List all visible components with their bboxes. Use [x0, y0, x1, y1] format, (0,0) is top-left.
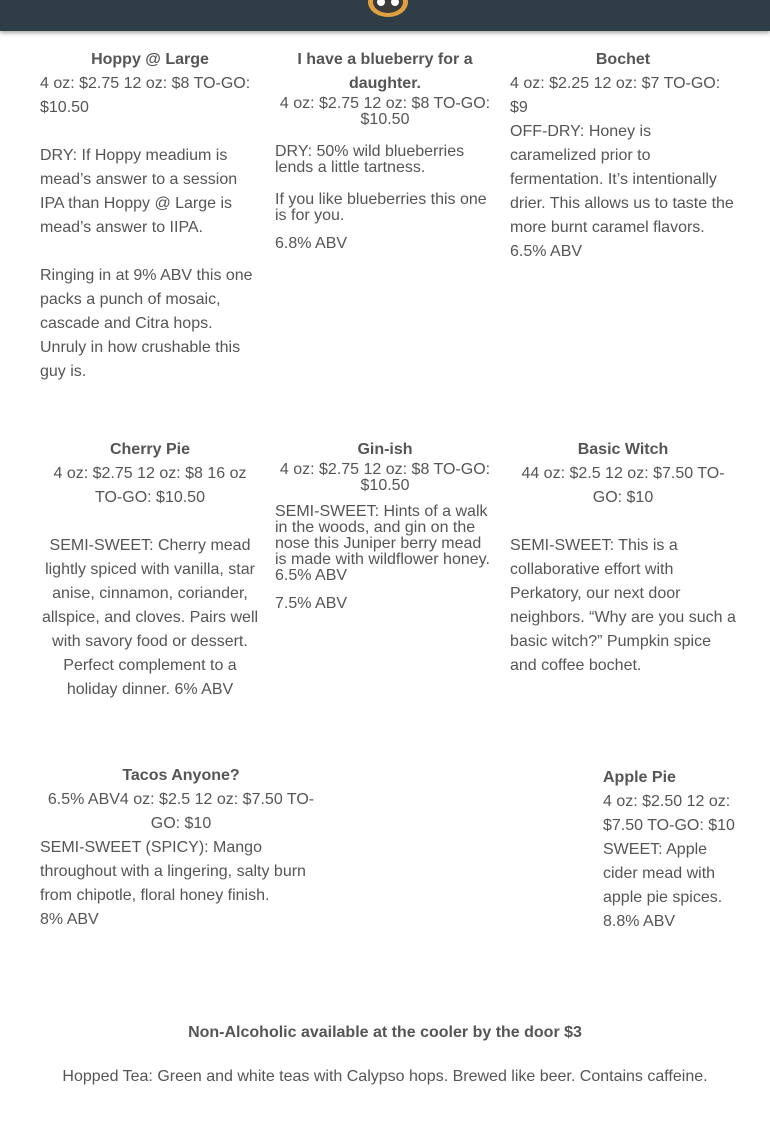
- item-description: DRY: 50% wild blueberries lends a little tartness.: [275, 143, 465, 176]
- item-title: Gin-ish: [357, 441, 413, 458]
- item-description: SEMI-SWEET: Cherry mead lightly spiced with vanilla, star anise, cinnamon, coriander, allspice, and cloves. Pairs well with savory food or dessert. Perfect complement to a holiday dinner. 6% ABV: [41, 537, 259, 698]
- menu-item-tacos-anyone: [40, 764, 322, 932]
- menu-item-basic-witch: [510, 438, 736, 678]
- item-prices: 4 oz: $2.50 12 oz: $7.50 TO-GO: $10: [603, 793, 735, 834]
- item-description: SEMI-SWEET: This is a collaborative effort with Perkatory, our next door neighbors. “Why are you such a basic witch?” Pumpkin spice and coffee bochet.: [510, 537, 736, 674]
- hopped-tea-description: Hopped Tea: Green and white teas with Calypso hops. Brewed like beer. Contains caffeine.: [62, 1068, 708, 1085]
- item-description: SWEET: Apple cider mead with apple pie spices.: [603, 841, 723, 906]
- item-description: SEMI-SWEET (SPICY): Mango throughout with a lingering, salty burn from chipotle, floral honey finish.: [40, 839, 306, 904]
- item-prices: 4 oz: $2.75 12 oz: $8 16 oz TO-GO: $10.50: [53, 465, 247, 506]
- item-title: I have a blueberry for a daughter.: [297, 51, 473, 92]
- menu-item-blueberry: [275, 48, 495, 256]
- item-title: Bochet: [595, 51, 651, 68]
- menu-item-cherry-pie: [40, 438, 260, 702]
- top-navigation-bar: [0, 0, 770, 31]
- item-description: SEMI-SWEET: Hints of a walk in the woods, and gin on the nose this Juniper berry mead is made with wildflower honey. 6.5% ABV: [275, 503, 490, 584]
- item-prices: 4 oz: $2.75 12 oz: $8 TO-GO: $10.50: [279, 461, 491, 494]
- item-prices: 4 oz: $2.75 12 oz: $8 TO-GO: $10.50: [40, 75, 251, 116]
- item-description: OFF-DRY: Honey is caramelized prior to fermentation. It’s intentionally drier. This allows us to taste the more burnt caramel flavors. 6.5% ABV: [510, 123, 734, 260]
- item-description: DRY: If Hoppy meadium is mead’s answer to a session IPA than Hoppy @ Large is mead’s answer to IIPA.: [40, 147, 238, 236]
- item-description-extra: If you like blueberries this one is for you.: [275, 191, 487, 224]
- item-title: Basic Witch: [577, 441, 669, 458]
- menu-item-hoppy-at-large: [40, 48, 260, 384]
- non-alcoholic-heading: Non-Alcoholic available at the cooler by the door $3: [188, 1024, 582, 1041]
- item-title: Tacos Anyone?: [122, 767, 240, 784]
- menu-item-bochet: [510, 48, 736, 264]
- item-prices: 4 oz: $2.25 12 oz: $7 TO-GO: $9: [510, 75, 721, 116]
- non-alcoholic-section: [0, 1021, 770, 1089]
- item-prices: 44 oz: $2.5 12 oz: $7.50 TO-GO: $10: [521, 465, 725, 506]
- item-description-extra: Ringing in at 9% ABV this one packs a punch of mosaic, cascade and Citra hops. Unruly in how crushable this guy is.: [40, 267, 253, 380]
- menu-item-gin-ish: [275, 438, 495, 616]
- item-abv: 6.8% ABV: [275, 235, 348, 252]
- item-abv: 8.8% ABV: [603, 913, 676, 930]
- item-abv: 7.5% ABV: [275, 595, 348, 612]
- item-prices: 4 oz: $2.75 12 oz: $8 TO-GO: $10.50: [279, 95, 491, 128]
- item-abv: 8% ABV: [40, 911, 99, 928]
- brand-logo-icon[interactable]: [367, 0, 409, 18]
- item-title: Apple Pie: [603, 769, 676, 786]
- item-title: Cherry Pie: [109, 441, 191, 458]
- item-prices: 6.5% ABV4 oz: $2.5 12 oz: $7.50 TO-GO: $10: [47, 791, 315, 832]
- item-title: Hoppy @ Large: [91, 51, 209, 68]
- menu-item-apple-pie: [603, 766, 739, 934]
